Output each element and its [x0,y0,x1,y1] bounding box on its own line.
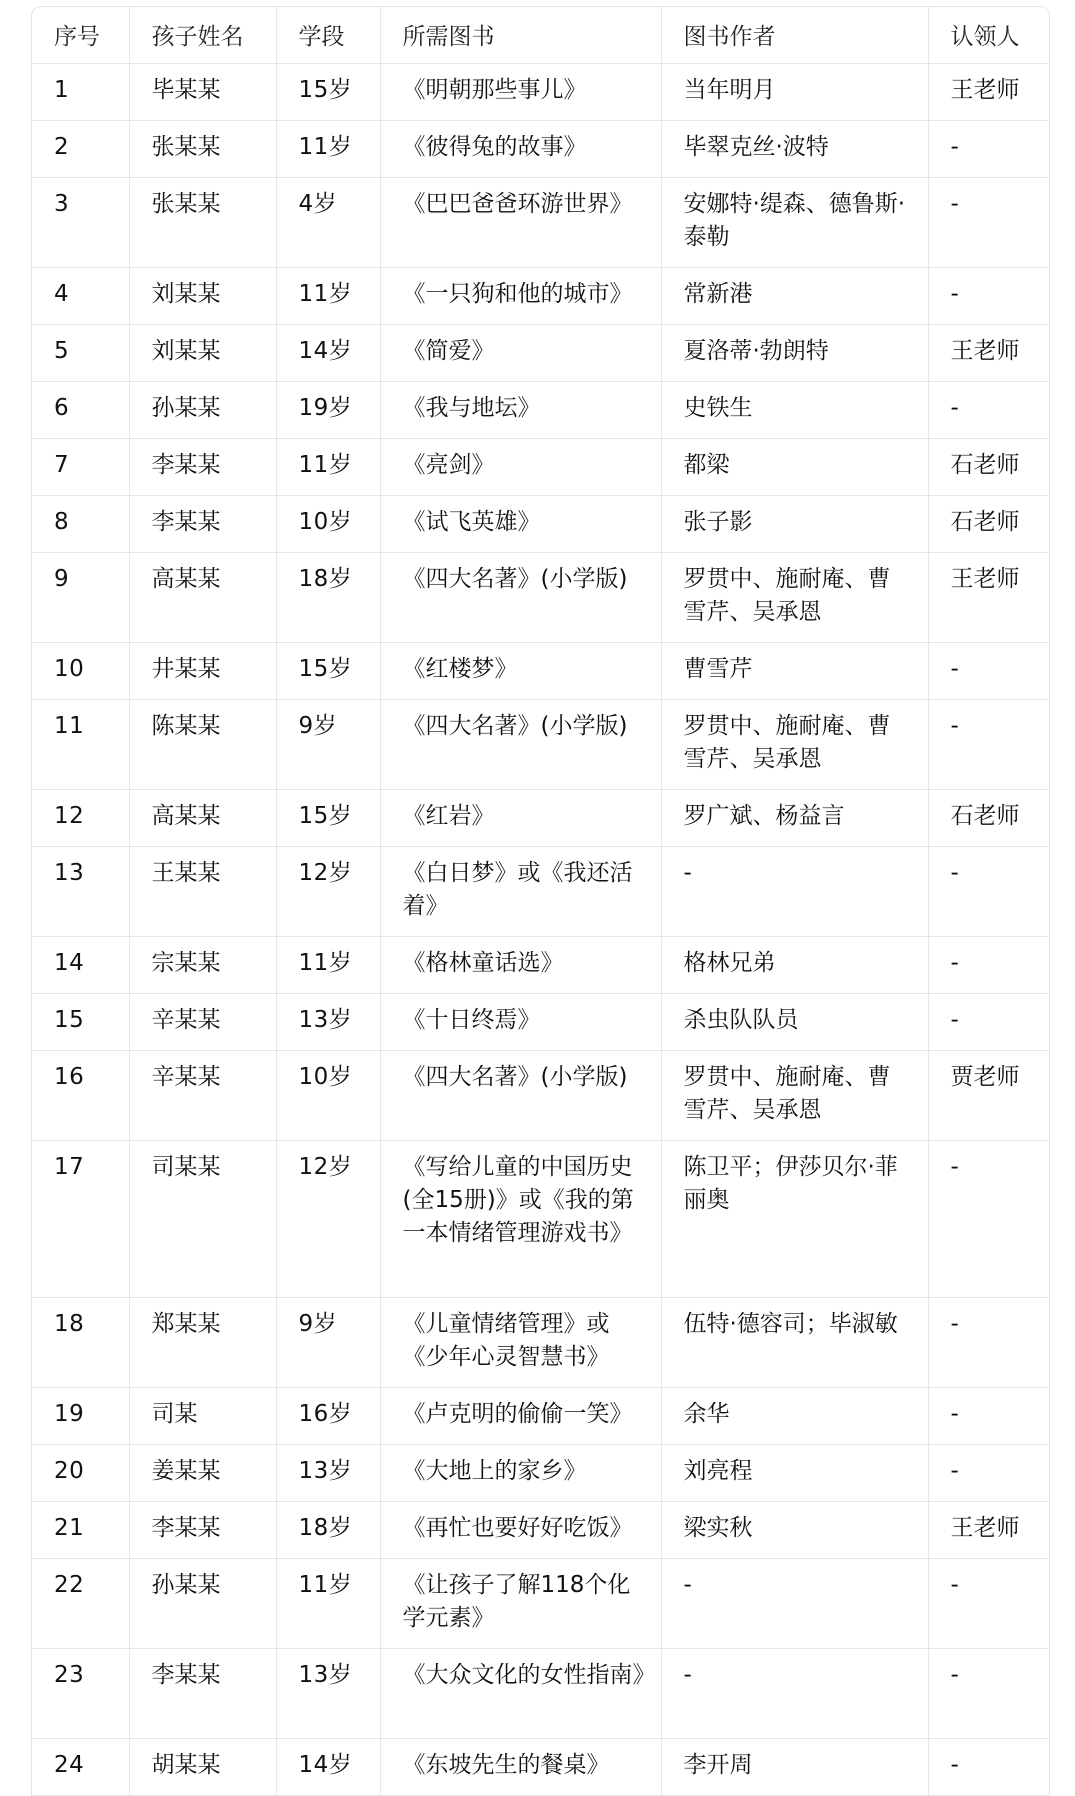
table-row [32,937,1049,994]
row-number: 23 [32,1649,129,1739]
row-number: 2 [32,121,129,178]
row-book: 《大众文化的女性指南》 [380,1649,661,1739]
row-child-name: 辛某某 [129,1051,276,1141]
row-age: 10岁 [276,1051,380,1141]
row-author: 张子影 [661,496,928,553]
row-child-name: 宗某某 [129,937,276,994]
row-claimant: - [928,1739,1049,1796]
row-book: 《红岩》 [380,790,661,847]
row-child-name: 刘某某 [129,268,276,325]
row-author: - [661,1559,928,1649]
row-number: 14 [32,937,129,994]
row-author: 格林兄弟 [661,937,928,994]
row-age: 15岁 [276,643,380,700]
row-claimant: - [928,1298,1049,1388]
row-age: 9岁 [276,1298,380,1388]
table-row [32,178,1049,268]
row-age: 12岁 [276,1141,380,1298]
row-child-name: 胡某某 [129,1739,276,1796]
table-row [32,1739,1049,1796]
row-number: 6 [32,382,129,439]
row-author: 李开周 [661,1739,928,1796]
row-claimant: - [928,1141,1049,1298]
header-age: 学段 [276,7,380,64]
row-child-name: 刘某某 [129,325,276,382]
table-row [32,121,1049,178]
row-age: 14岁 [276,325,380,382]
row-age: 11岁 [276,1559,380,1649]
row-number: 10 [32,643,129,700]
row-child-name: 司某 [129,1388,276,1445]
row-author: 都梁 [661,439,928,496]
header-child-name: 孩子姓名 [129,7,276,64]
table-row [32,1649,1049,1739]
row-author: 当年明月 [661,64,928,121]
row-author: 杀虫队队员 [661,994,928,1051]
row-age: 18岁 [276,553,380,643]
row-book: 《试飞英雄》 [380,496,661,553]
row-author: 罗广斌、杨益言 [661,790,928,847]
row-age: 11岁 [276,121,380,178]
row-book: 《巴巴爸爸环游世界》 [380,178,661,268]
table-row [32,790,1049,847]
row-claimant: - [928,178,1049,268]
row-book: 《明朝那些事儿》 [380,64,661,121]
row-book: 《东坡先生的餐桌》 [380,1739,661,1796]
row-number: 19 [32,1388,129,1445]
row-number: 11 [32,700,129,790]
row-author: 罗贯中、施耐庵、曹雪芹、吴承恩 [661,1051,928,1141]
row-age: 16岁 [276,1388,380,1445]
row-book: 《红楼梦》 [380,643,661,700]
row-child-name: 孙某某 [129,1559,276,1649]
row-claimant: 王老师 [928,1502,1049,1559]
row-child-name: 张某某 [129,121,276,178]
row-child-name: 李某某 [129,1649,276,1739]
row-age: 18岁 [276,1502,380,1559]
row-book: 《儿童情绪管理》或《少年心灵智慧书》 [380,1298,661,1388]
row-number: 12 [32,790,129,847]
row-number: 9 [32,553,129,643]
row-number: 16 [32,1051,129,1141]
row-book: 《写给儿童的中国历史(全15册)》或《我的第一本情绪管理游戏书》 [380,1141,661,1298]
row-age: 9岁 [276,700,380,790]
row-claimant: - [928,268,1049,325]
row-child-name: 李某某 [129,1502,276,1559]
table-row [32,64,1049,121]
table-row [32,382,1049,439]
row-number: 21 [32,1502,129,1559]
table-row [32,1051,1049,1141]
row-book: 《大地上的家乡》 [380,1445,661,1502]
row-author: 常新港 [661,268,928,325]
table-row [32,1388,1049,1445]
table-row [32,1559,1049,1649]
row-child-name: 高某某 [129,553,276,643]
book-claim-table [32,7,1049,1796]
row-book: 《四大名著》(小学版) [380,700,661,790]
row-number: 17 [32,1141,129,1298]
row-number: 22 [32,1559,129,1649]
table-row [32,994,1049,1051]
row-book: 《格林童话选》 [380,937,661,994]
table-row [32,1298,1049,1388]
row-claimant: - [928,1445,1049,1502]
table-row [32,643,1049,700]
row-book: 《一只狗和他的城市》 [380,268,661,325]
row-number: 18 [32,1298,129,1388]
row-book: 《卢克明的偷偷一笑》 [380,1388,661,1445]
row-age: 15岁 [276,790,380,847]
table-row [32,1141,1049,1298]
row-number: 24 [32,1739,129,1796]
row-author: 曹雪芹 [661,643,928,700]
row-author: 余华 [661,1388,928,1445]
row-child-name: 毕某某 [129,64,276,121]
row-child-name: 李某某 [129,439,276,496]
row-number: 13 [32,847,129,937]
row-age: 11岁 [276,268,380,325]
row-claimant: 贾老师 [928,1051,1049,1141]
row-child-name: 高某某 [129,790,276,847]
row-book: 《简爱》 [380,325,661,382]
table-row [32,325,1049,382]
row-author: 梁实秋 [661,1502,928,1559]
row-number: 20 [32,1445,129,1502]
row-book: 《亮剑》 [380,439,661,496]
row-age: 11岁 [276,439,380,496]
row-child-name: 井某某 [129,643,276,700]
row-author: 陈卫平；伊莎贝尔·菲丽奥 [661,1141,928,1298]
row-claimant: - [928,1388,1049,1445]
row-claimant: 王老师 [928,64,1049,121]
row-claimant: 石老师 [928,439,1049,496]
row-number: 3 [32,178,129,268]
row-number: 4 [32,268,129,325]
row-book: 《再忙也要好好吃饭》 [380,1502,661,1559]
row-number: 1 [32,64,129,121]
row-age: 12岁 [276,847,380,937]
row-book: 《四大名著》(小学版) [380,553,661,643]
row-child-name: 辛某某 [129,994,276,1051]
row-claimant: - [928,382,1049,439]
header-claimant: 认领人 [928,7,1049,64]
row-age: 14岁 [276,1739,380,1796]
row-child-name: 王某某 [129,847,276,937]
row-author: - [661,1649,928,1739]
row-claimant: - [928,1649,1049,1739]
row-author: 伍特·德容司；毕淑敏 [661,1298,928,1388]
row-claimant: - [928,994,1049,1051]
table-row [32,1445,1049,1502]
row-age: 4岁 [276,178,380,268]
row-book: 《彼得兔的故事》 [380,121,661,178]
row-author: 史铁生 [661,382,928,439]
row-book: 《十日终焉》 [380,994,661,1051]
row-age: 11岁 [276,937,380,994]
table-row [32,847,1049,937]
header-number: 序号 [32,7,129,64]
row-age: 13岁 [276,994,380,1051]
row-age: 10岁 [276,496,380,553]
header-author: 图书作者 [661,7,928,64]
row-author: 罗贯中、施耐庵、曹雪芹、吴承恩 [661,700,928,790]
row-age: 19岁 [276,382,380,439]
row-claimant: 石老师 [928,790,1049,847]
row-child-name: 李某某 [129,496,276,553]
row-book: 《让孩子了解118个化学元素》 [380,1559,661,1649]
row-age: 13岁 [276,1649,380,1739]
table-row [32,1502,1049,1559]
row-book: 《四大名著》(小学版) [380,1051,661,1141]
row-author: 安娜特·缇森、德鲁斯·泰勒 [661,178,928,268]
row-number: 15 [32,994,129,1051]
row-child-name: 张某某 [129,178,276,268]
row-age: 15岁 [276,64,380,121]
row-number: 7 [32,439,129,496]
table-body [32,64,1049,1796]
row-book: 《我与地坛》 [380,382,661,439]
row-claimant: 王老师 [928,553,1049,643]
header-book: 所需图书 [380,7,661,64]
row-claimant: - [928,643,1049,700]
row-author: - [661,847,928,937]
row-claimant: - [928,847,1049,937]
row-author: 罗贯中、施耐庵、曹雪芹、吴承恩 [661,553,928,643]
row-child-name: 陈某某 [129,700,276,790]
row-child-name: 姜某某 [129,1445,276,1502]
row-claimant: 王老师 [928,325,1049,382]
row-child-name: 司某某 [129,1141,276,1298]
table-row [32,700,1049,790]
row-claimant: - [928,1559,1049,1649]
row-child-name: 郑某某 [129,1298,276,1388]
table-row [32,496,1049,553]
row-age: 13岁 [276,1445,380,1502]
row-claimant: - [928,121,1049,178]
row-claimant: 石老师 [928,496,1049,553]
row-author: 刘亮程 [661,1445,928,1502]
table-row [32,553,1049,643]
table-header-row [32,7,1049,64]
row-child-name: 孙某某 [129,382,276,439]
table-row [32,268,1049,325]
row-number: 8 [32,496,129,553]
row-claimant: - [928,700,1049,790]
row-author: 毕翠克丝·波特 [661,121,928,178]
book-claim-table-container [31,6,1050,1796]
row-claimant: - [928,937,1049,994]
row-book: 《白日梦》或《我还活着》 [380,847,661,937]
row-number: 5 [32,325,129,382]
table-row [32,439,1049,496]
row-author: 夏洛蒂·勃朗特 [661,325,928,382]
